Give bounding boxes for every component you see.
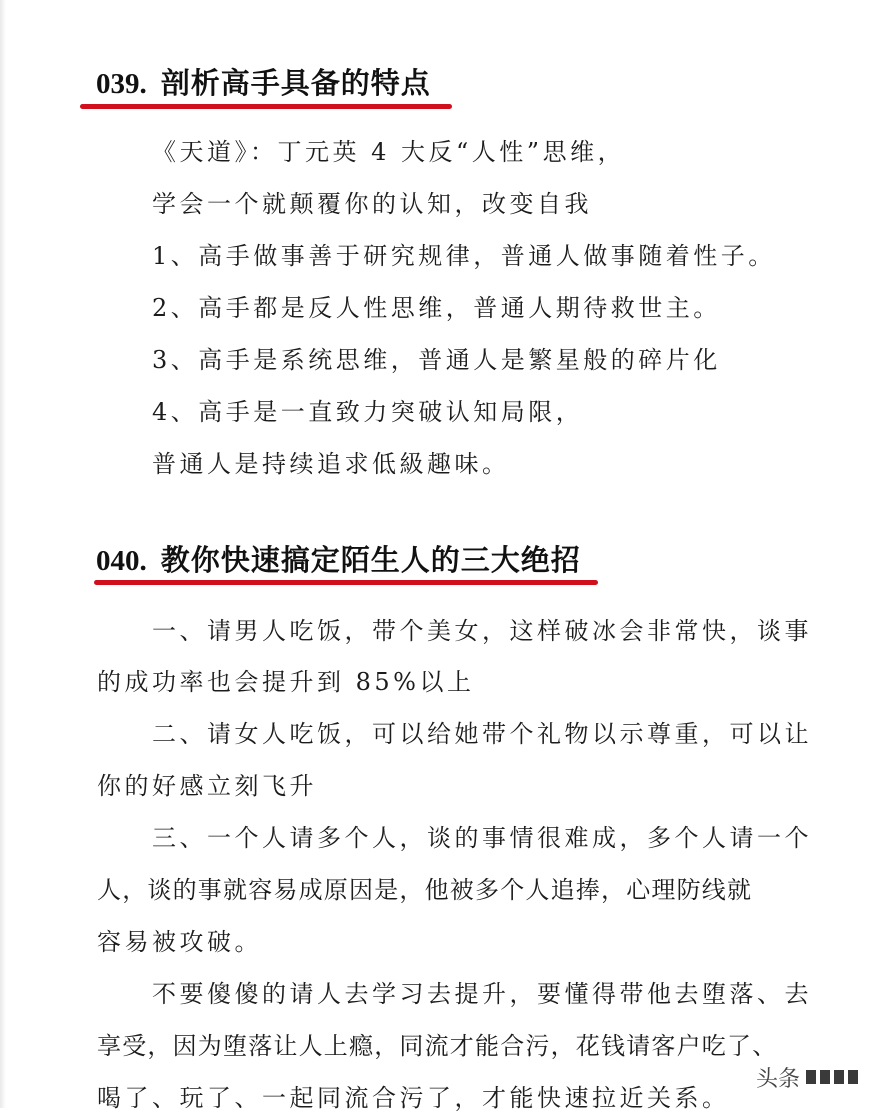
section-040-line-10: 喝了、玩了、一起同流合污了，才能快速拉近关系。	[97, 1084, 730, 1112]
section-039-line-7: 普通人是持续追求低級趣味。	[152, 450, 510, 478]
watermark-text: 头条	[755, 1066, 800, 1092]
section-039-underline	[80, 104, 452, 109]
section-040-underline	[94, 580, 598, 585]
section-039-line-5: 3、高手是系统思维，普通人是繁星般的碎片化	[152, 346, 721, 374]
toutiao-watermark	[746, 1060, 868, 1094]
section-039-title	[96, 61, 431, 102]
section-040-line-8: 不要傻傻的请人去学习去提升，要懂得带他去堕落、去	[152, 980, 812, 1008]
section-040-line-9: 享受，因为堕落让人上瘾，同流才能合污，花钱请客户吃了、	[97, 1032, 778, 1060]
section-040-title	[96, 538, 581, 579]
section-039-line-1: 《天道》：丁元英 4 大反“人性”思维，	[152, 138, 626, 166]
section-039-number: 039.	[96, 68, 147, 100]
section-040-heading: 教你快速搞定陌生人的三大绝招	[160, 543, 581, 577]
watermark-logo-icon	[806, 1070, 858, 1084]
section-040-line-6: 人，谈的事就容易成原因是，他被多个人追捧，心理防线就	[97, 876, 753, 904]
section-039-line-2: 学会一个就颠覆你的认知，改变自我	[152, 190, 592, 218]
section-039-line-4: 2、高手都是反人性思维，普通人期待救世主。	[152, 294, 721, 322]
section-040-line-4: 你的好感立刻飞升	[97, 772, 317, 800]
section-039-line-6: 4、高手是一直致力突破认知局限，	[152, 398, 584, 426]
section-040-number: 040.	[96, 545, 147, 577]
section-040-line-3: 二、请女人吃饭，可以给她带个礼物以示尊重，可以让	[152, 720, 812, 748]
section-040-line-7: 容易被攻破。	[97, 928, 262, 956]
section-039-heading: 剖析高手具备的特点	[160, 66, 431, 100]
section-040-line-5: 三、一个人请多个人，谈的事情很难成，多个人请一个	[152, 824, 812, 852]
section-040-line-1: 一、请男人吃饭，带个美女，这样破冰会非常快，谈事	[152, 617, 812, 645]
section-040-line-2: 的成功率也会提升到 85%以上	[97, 668, 475, 696]
page-edge-shadow	[0, 0, 6, 1108]
section-039-line-3: 1、高手做事善于研究规律，普通人做事随着性子。	[152, 242, 776, 270]
